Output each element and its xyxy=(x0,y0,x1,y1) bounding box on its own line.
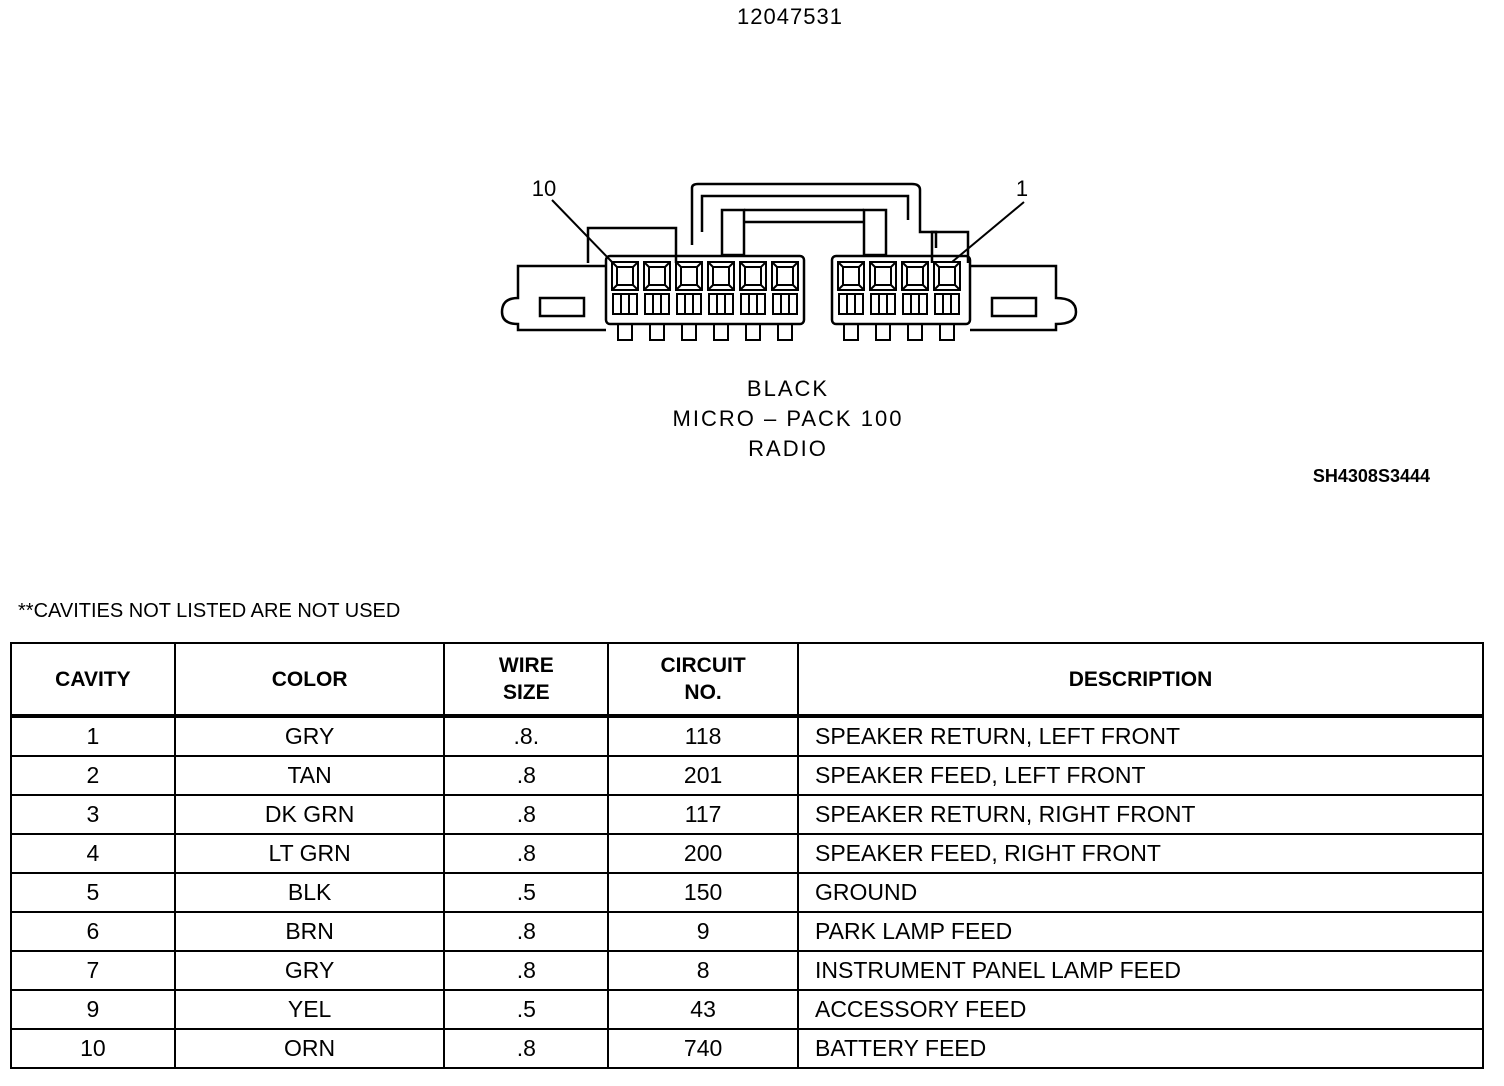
cell-cavity: 1 xyxy=(11,716,175,756)
table-row xyxy=(11,834,1483,873)
cell-color: GRY xyxy=(175,716,445,756)
left-bank-cavity-inner xyxy=(745,267,761,285)
header-description: DESCRIPTION xyxy=(798,643,1483,716)
cell-cavity: 3 xyxy=(11,795,175,834)
cell-description: SPEAKER RETURN, RIGHT FRONT xyxy=(798,795,1483,834)
table-row xyxy=(11,951,1483,990)
cell-color: BRN xyxy=(175,912,445,951)
table-row xyxy=(11,990,1483,1029)
left-bank-tooth xyxy=(682,324,696,340)
cell-color: LT GRN xyxy=(175,834,445,873)
left-bank-cavity-inner xyxy=(649,267,665,285)
left-bank-terminal xyxy=(677,294,701,314)
table-row xyxy=(11,1029,1483,1068)
right-shoulder xyxy=(932,232,968,263)
cell-cavity: 10 xyxy=(11,1029,175,1068)
cell-cavity: 6 xyxy=(11,912,175,951)
cell-cavity: 2 xyxy=(11,756,175,795)
cell-wire-size: .8. xyxy=(444,716,608,756)
cell-wire-size: .8 xyxy=(444,912,608,951)
table-row xyxy=(11,756,1483,795)
cell-wire-size: .8 xyxy=(444,834,608,873)
cell-circuit-no: 201 xyxy=(608,756,798,795)
caption-line-type: MICRO – PACK 100 xyxy=(672,406,904,431)
table-header-row xyxy=(11,643,1483,716)
cell-circuit-no: 740 xyxy=(608,1029,798,1068)
right-bank-cavity-inner xyxy=(907,267,923,285)
latch-tab-left xyxy=(722,210,744,255)
right-bank-terminal xyxy=(839,294,863,314)
left-bank-terminal xyxy=(773,294,797,314)
right-bank-terminal xyxy=(871,294,895,314)
left-bank-tooth xyxy=(778,324,792,340)
header-cavity: CAVITY xyxy=(11,643,175,716)
header-circuit-no: CIRCUIT NO. xyxy=(608,643,798,716)
right-bank-tooth xyxy=(940,324,954,340)
connector-diagram xyxy=(480,170,1100,360)
cell-wire-size: .5 xyxy=(444,873,608,912)
latch-tab-right xyxy=(864,210,886,255)
cell-circuit-no: 200 xyxy=(608,834,798,873)
cell-wire-size: .8 xyxy=(444,1029,608,1068)
pinout-table xyxy=(10,642,1484,1069)
table-row xyxy=(11,716,1483,756)
right-bank-cavity-inner xyxy=(875,267,891,285)
left-bank-terminal xyxy=(645,294,669,314)
cell-description: SPEAKER RETURN, LEFT FRONT xyxy=(798,716,1483,756)
left-bank-cavity-inner xyxy=(777,267,793,285)
caption-line-component: RADIO xyxy=(748,436,828,461)
latch-outer xyxy=(692,184,936,248)
cell-description: PARK LAMP FEED xyxy=(798,912,1483,951)
left-bank-terminal xyxy=(709,294,733,314)
cell-wire-size: .8 xyxy=(444,795,608,834)
leader-line-10 xyxy=(552,200,612,262)
reference-code: SH4308S3444 xyxy=(1312,466,1430,486)
cell-circuit-no: 43 xyxy=(608,990,798,1029)
left-bank-tooth xyxy=(618,324,632,340)
table-row xyxy=(11,912,1483,951)
right-bank-terminal xyxy=(903,294,927,314)
cell-description: BATTERY FEED xyxy=(798,1029,1483,1068)
connector-caption xyxy=(588,374,988,464)
cell-cavity: 4 xyxy=(11,834,175,873)
cell-description: SPEAKER FEED, LEFT FRONT xyxy=(798,756,1483,795)
cell-circuit-no: 150 xyxy=(608,873,798,912)
cell-color: ORN xyxy=(175,1029,445,1068)
left-bank-cavity-inner xyxy=(713,267,729,285)
cell-description: SPEAKER FEED, RIGHT FRONT xyxy=(798,834,1483,873)
left-bank-tooth xyxy=(650,324,664,340)
right-bank-cavity-inner xyxy=(939,267,955,285)
right-bank-tooth xyxy=(908,324,922,340)
left-bank-tooth xyxy=(714,324,728,340)
caption-line-color: BLACK xyxy=(746,376,830,401)
table-row xyxy=(11,795,1483,834)
left-ear-slot xyxy=(540,298,584,316)
cell-color: YEL xyxy=(175,990,445,1029)
cell-circuit-no: 118 xyxy=(608,716,798,756)
right-ear-slot xyxy=(992,298,1036,316)
left-bank-terminal xyxy=(613,294,637,314)
left-bank-cavity-inner xyxy=(681,267,697,285)
part-number: 12047531 xyxy=(737,4,843,29)
left-bank-tooth xyxy=(746,324,760,340)
right-bank-terminal xyxy=(935,294,959,314)
unused-cavities-note: **CAVITIES NOT LISTED ARE NOT USED xyxy=(18,600,401,622)
header-wire-size: WIRE SIZE xyxy=(444,643,608,716)
right-bank-tooth xyxy=(844,324,858,340)
cell-wire-size: .8 xyxy=(444,951,608,990)
cell-color: TAN xyxy=(175,756,445,795)
cell-color: DK GRN xyxy=(175,795,445,834)
pin-label-10: 10 xyxy=(531,176,557,201)
left-bank-terminal xyxy=(741,294,765,314)
cell-circuit-no: 117 xyxy=(608,795,798,834)
cell-description: INSTRUMENT PANEL LAMP FEED xyxy=(798,951,1483,990)
latch-inner xyxy=(702,196,908,232)
cell-color: BLK xyxy=(175,873,445,912)
table-row xyxy=(11,873,1483,912)
left-bank-cavity-inner xyxy=(617,267,633,285)
right-bank-cavity-inner xyxy=(843,267,859,285)
header-color: COLOR xyxy=(175,643,445,716)
left-shoulder xyxy=(588,228,676,263)
cell-circuit-no: 9 xyxy=(608,912,798,951)
cell-description: GROUND xyxy=(798,873,1483,912)
pin-label-1: 1 xyxy=(1015,176,1029,201)
cell-description: ACCESSORY FEED xyxy=(798,990,1483,1029)
cell-cavity: 9 xyxy=(11,990,175,1029)
right-bank-tooth xyxy=(876,324,890,340)
cell-cavity: 5 xyxy=(11,873,175,912)
cell-cavity: 7 xyxy=(11,951,175,990)
cell-color: GRY xyxy=(175,951,445,990)
cell-wire-size: .8 xyxy=(444,756,608,795)
cell-circuit-no: 8 xyxy=(608,951,798,990)
cell-wire-size: .5 xyxy=(444,990,608,1029)
